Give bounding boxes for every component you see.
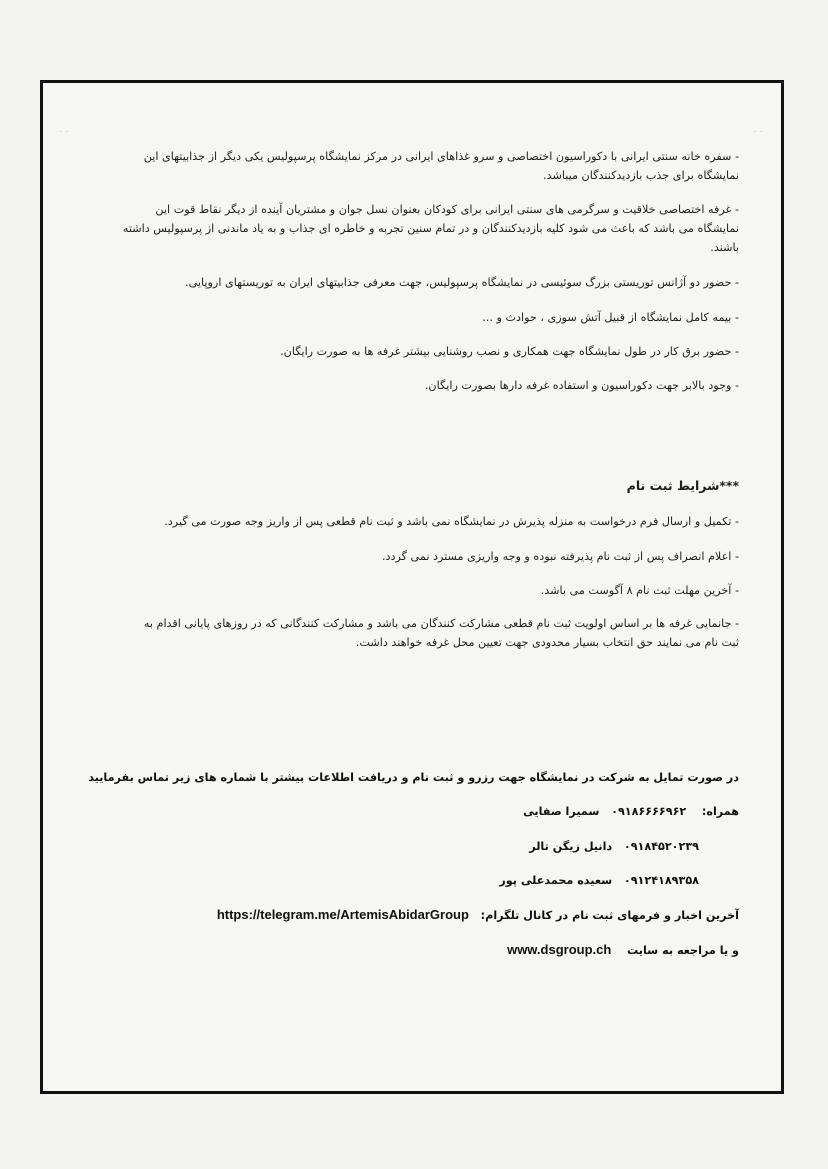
page-border-frame [40, 80, 784, 1094]
contact-name: دانیل زیگن تالر [529, 840, 613, 853]
feature-2-line-3: باشند. [710, 241, 739, 254]
website-link[interactable]: www.dsgroup.ch [507, 942, 612, 957]
feature-5-line: - حضور برق کار در طول نمایشگاه جهت همکاری و نصب روشنایی بیشتر غرفه ها به صورت رایگان. [280, 345, 739, 358]
feature-4-line: - بیمه کامل نمایشگاه از قبیل آتش سوزی ، حوادث و ... [482, 311, 739, 324]
telegram-row [217, 906, 739, 925]
scan-artifact-mark: · · [753, 127, 763, 138]
document-body [43, 83, 781, 1091]
website-row [507, 941, 739, 960]
contact-person-2 [529, 838, 699, 856]
telegram-link[interactable]: https://telegram.me/ArtemisAbidarGroup [216, 907, 469, 922]
contact-name: سعیده محمدعلی پور [499, 874, 613, 887]
contact-name: سمیرا صفایی [523, 805, 600, 818]
feature-1-line-1: - سفره خانه سنتی ایرانی با دکوراسیون اختصاصی و سرو غذاهای ایرانی در مرکز نمایشگاه پرسپولیس یکی دیگر از جذابیتهای این [143, 150, 739, 163]
telegram-label: آخرین اخبار و فرمهای ثبت نام در کانال تلگرام: [480, 909, 739, 922]
feature-3-line: - حضور دو آژانس توریستی بزرگ سوئیسی در نمایشگاه پرسپولیس، جهت معرفی جذابیتهای ایران به توریستهای اروپایی. [185, 276, 739, 289]
registration-item-3: - آخرین مهلت ثبت نام ۸ آگوست می باشد. [540, 584, 739, 597]
registration-item-4-line-2: ثبت نام می نمایند حق انتخاب بسیار محدودی جهت تعیین محل غرفه خواهند داشت. [355, 636, 739, 649]
scan-artifact-mark: · · [59, 127, 69, 138]
registration-item-1: - تکمیل و ارسال فرم درخواست به منزله پذیرش در نمایشگاه نمی باشد و ثبت نام قطعی پس از واریز وجه صورت می گیرد. [164, 515, 739, 528]
registration-item-4-line-1: - جانمایی غرفه ها بر اساس اولویت ثبت نام قطعی مشارکت کنندگان می باشد و مشارکت کنندگانی که در روزهای پایانی اقدام به [143, 617, 739, 630]
feature-6-line: - وجود بالابر جهت دکوراسیون و استفاده غرفه دارها بصورت رایگان. [424, 379, 739, 392]
website-label: و یا مراجعه به سایت [626, 944, 739, 957]
registration-item-2: - اعلام انصراف پس از ثبت نام پذیرفته نبوده و وجه واریزی مسترد نمی گردد. [381, 550, 739, 563]
feature-2-line-2: نمایشگاه می باشد که باعث می شود کلیه بازدیدکنندگان و در تمام سنین تجربه و خاطره ای جذاب و به یاد ماندنی از پرسپولیس داشته [122, 222, 739, 235]
contact-phone[interactable]: ۰۹۱۸۴۵۲۰۲۳۹ [623, 840, 699, 853]
contact-phone[interactable]: ۰۹۱۲۴۱۸۹۳۵۸ [623, 874, 699, 887]
feature-1-line-2: نمایشگاه برای جذب بازدیدکنندگان میباشد. [543, 169, 739, 182]
contact-person-1 [523, 803, 739, 821]
contact-phone[interactable]: ۰۹۱۸۶۶۶۶۹۶۲ [611, 805, 687, 818]
contact-intro: در صورت تمایل به شرکت در نمایشگاه جهت رزرو و ثبت نام و دریافت اطلاعات بیشتر با شماره های زیر تماس بفرمایید [88, 771, 739, 784]
registration-title: ***شرایط ثبت نام [626, 478, 739, 493]
contact-person-3 [499, 872, 699, 890]
mobile-label: همراه: [701, 805, 739, 818]
feature-2-line-1: - غرفه اختصاصی خلاقیت و سرگرمی های سنتی ایرانی برای کودکان بعنوان نسل جوان و مشتریان آینده از دیگر نقاط قوت این [155, 203, 739, 216]
